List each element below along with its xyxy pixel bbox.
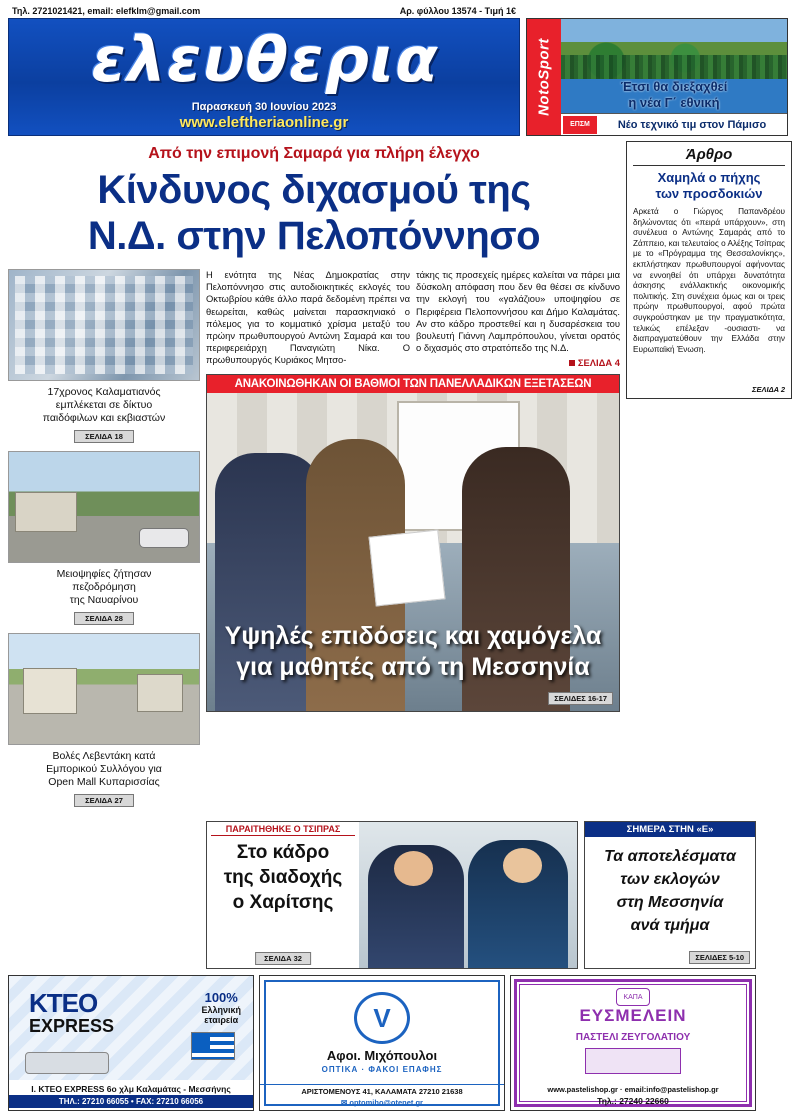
lead-page-ref[interactable]: ΣΕΛΙΔΑ 4 — [577, 357, 620, 369]
side-caption-1: 17χρονος Καλαματιανός εμπλέκεται σε δίκτυο παιδόφιλων και εκβιαστών — [42, 386, 166, 424]
today-headline-line4: ανά τμήμα — [630, 917, 710, 934]
sport-ad-body — [561, 19, 787, 135]
dateline: Παρασκευή 30 Ιουνίου 2023 — [191, 101, 337, 113]
story-kicker: ΠΑΡΑΙΤΗΘΗΚΕ Ο ΤΣΙΠΡΑΣ — [211, 824, 355, 836]
pastry-seal-icon: ΚΑΠΑ — [616, 988, 650, 1006]
side-photo-3 — [8, 633, 200, 745]
optics-name: Αφοι. Μιχόπουλοι — [326, 1048, 438, 1063]
today-headline-line2: των εκλογών — [620, 871, 720, 888]
story-photo — [359, 822, 577, 968]
website-url[interactable]: www.eleftheriaonline.gr — [179, 114, 349, 131]
masthead-row — [8, 18, 792, 136]
optics-email[interactable]: ✉ optomiho@otenet.gr — [341, 1098, 423, 1107]
optics-subtitle: ΟΠΤΙΚΑ · ΦΑΚΟΙ ΕΠΑΦΗΣ — [321, 1065, 443, 1074]
optics-logo-icon: V — [354, 992, 410, 1044]
optics-address: ΑΡΙΣΤΟΜΕΝΟΥΣ 41, ΚΑΛΑΜΑΤΑ 27210 21638 — [260, 1084, 504, 1096]
sport-headline-line2: η νέα Γ΄ εθνική — [628, 95, 720, 110]
lead-kicker: Από την επιμονή Σαμαρά για πλήρη έλεγχο — [148, 145, 480, 162]
side-photo-column — [8, 269, 200, 815]
story-text-side — [207, 822, 359, 968]
kteo-percent-sub: Ελληνική εταιρεία — [201, 1005, 241, 1025]
intro-row — [8, 269, 620, 815]
kteo-percent: 100% Ελληνική εταιρεία — [201, 990, 241, 1025]
side-caption-3: Βολές Λεβεντάκη κατά Εμπορικού Συλλόγου για Open Mall Κυπαρισσίας — [46, 750, 162, 788]
today-in-paper-box[interactable] — [584, 821, 756, 969]
pastry-ad[interactable] — [510, 975, 756, 1111]
lead-text-col-2 — [416, 269, 620, 370]
opinion-label: Άρθρο — [633, 146, 785, 166]
bottom-row — [206, 821, 800, 969]
main-area — [8, 141, 792, 815]
opinion-headline-line1: Χαμηλά ο πήχης — [657, 170, 761, 185]
kteo-express: EXPRESS — [29, 1016, 115, 1036]
today-headline-line1: Τα αποτελέσματα — [604, 848, 736, 865]
lead-text-1: Η ενότητα της Νέας Δημοκρατίας στην Πελοπόννησο στις αυτοδιοικητικές εκλογές του Οκτωβρίου κάθε άλλο παρά δεδομένη πρέπει να θεωρείται, καθώς μαίνεται παρασκηνιακό ο πόλεμος για το κομματικό χρίσμα μεταξύ του πρώην πρωθυπουργού Αντώνη Σαμαρά και του περιφερειάρχη Παναγιώτη Νίκα. Ο πρωθυπουργός Κυριάκος Μητσο- — [206, 269, 410, 366]
right-column — [626, 141, 792, 815]
lead-headline — [8, 165, 620, 265]
opinion-text: Αρκετά ο Γιώργος Παπανδρέου δηλώνοντας ότι «πειρά υπάρχουν», στη συνέλευα ο Αντώνης Σαμαράς από το Ζάππειο, και τελευταίος ο Αλέξης Τσίπρας με το «Πρόγραμμα της Θεσσαλονίκης», εκπλήστηκαν πρωθυπουργοί αφήνοντας να εννοηθεί ότι υπάρχει δυνατότητα άσκησης ενάλλακτικής οικονομικής πολιτικής. Στη συνέχεια όμως και οι τρεις πρώην πρωθυπουργοί, αφού πρώτα συγκρούστηκαν με την πραγματικότητα, τελικώς επέλεξαν -ουσιαστι- να διαπραγματεύθουν την Ελλάδα στην Ευρωπαϊκή Ένωση. — [633, 207, 785, 354]
pastry-subtitle: ΠΑΣΤΕΛΙ ΖΕΥΓΟΛΑΤΙΟΥ — [575, 1032, 691, 1043]
story-headline-line1: Στο κάδρο — [236, 842, 330, 863]
kteo-address: Ι. ΚΤΕΟ EXPRESS 6ο χλμ Καλαμάτας - Μεσσήνης — [31, 1084, 231, 1094]
feature-page-ref[interactable]: ΣΕΛΙΔΕΣ 16-17 — [548, 692, 613, 705]
kteo-ad[interactable] — [8, 975, 254, 1111]
football-photo — [561, 19, 787, 79]
pastry-name: ΕΥΣΜΕΛΕΙΝ — [579, 1006, 687, 1025]
opinion-headline-line2: των προσδοκιών — [655, 186, 763, 201]
today-headline — [590, 845, 750, 937]
greek-flag-icon — [191, 1032, 235, 1060]
today-page-ref[interactable]: ΣΕΛΙΔΕΣ 5-10 — [689, 951, 750, 964]
top-info-strip — [8, 6, 520, 18]
story-page-ref[interactable]: ΣΕΛΙΔΑ 32 — [255, 952, 311, 965]
feature-title-line2: για μαθητές από τη Μεσσηνία — [236, 652, 590, 681]
story-headline — [211, 840, 355, 915]
lead-headline-line2: Ν.Δ. στην Πελοπόννησο — [87, 214, 541, 258]
opinion-article — [626, 141, 792, 399]
top-sport-ad[interactable] — [526, 18, 788, 136]
story-box-tsipras[interactable] — [206, 821, 578, 969]
side-photo-2 — [8, 451, 200, 563]
side-caption-2: Μειοψηφίες ζήτησαν πεζοδρόμηση της Ναυαρίνου — [56, 568, 152, 606]
kteo-name: ΚΤΕΟ — [29, 988, 98, 1018]
bottom-ads-row — [8, 975, 792, 1111]
today-kicker: ΣΗΜΕΡΑ ΣΤΗΝ «Ε» — [585, 822, 755, 837]
side-page-2[interactable]: ΣΕΛΙΔΑ 28 — [74, 612, 134, 625]
story-headline-line2: της διαδοχής — [223, 867, 343, 888]
feature-title-line1: Υψηλές επιδόσεις και χαμόγελα — [224, 621, 602, 650]
issue-info: Αρ. φύλλου 13574 - Τιμή 1€ — [399, 6, 516, 16]
sport-subnote — [561, 113, 787, 135]
left-main-column — [8, 141, 620, 815]
side-photo-1 — [8, 269, 200, 381]
newspaper-logo: ελευθερια — [91, 23, 439, 96]
pastry-illustration — [585, 1048, 681, 1074]
feature-band: ΑΝΑΚΟΙΝΩΘΗΚΑΝ ΟΙ ΒΑΘΜΟΙ ΤΩΝ ΠΑΝΕΛΛΑΔΙΚΩΝ ΕΞΕΤΑΣΕΩΝ — [207, 375, 619, 393]
federation-logo: ΕΠΣΜ — [563, 116, 597, 134]
today-headline-line3: στη Μεσσηνία — [616, 894, 724, 911]
lead-headline-line1: Κίνδυνος διχασμού της — [97, 168, 531, 212]
opinion-page-ref[interactable]: ΣΕΛΙΔΑ 2 — [752, 385, 785, 394]
car-illustration — [25, 1052, 109, 1074]
sport-brand-name: NotoSport — [535, 38, 553, 116]
sport-subnote-text: Νέο τεχνικό τιμ στον Πάμισο — [617, 118, 767, 131]
sport-brand-strip — [527, 19, 561, 135]
lead-text-col-1 — [206, 269, 410, 370]
kteo-telephone: ΤΗΛ.: 27210 66055 • FAX: 27210 66056 — [9, 1095, 253, 1108]
pastry-telephone: Τηλ.: 27240 22660 — [597, 1096, 669, 1106]
pastry-website[interactable]: www.pastelishop.gr · email:info@pastelishop.gr — [547, 1085, 719, 1094]
story-headline-line3: ο Χαρίτσης — [232, 892, 334, 913]
contact-info: Τηλ. 2721021421, email: elefklm@gmail.com — [12, 6, 201, 16]
feature-title — [207, 621, 619, 683]
sport-headline-line1: Έτσι θα διεξαχθεί — [620, 79, 728, 94]
masthead — [8, 18, 520, 136]
lead-text-2: τάκης τις προσεχείς ημέρες καλείται να πάρει μια δύσκολη απόφαση που δεν θα θέσει σε κίνδυνο την εκλογή του «γαλάζιου» υποψηφίου σε Περιφέρεια Πελοποννήσου και Δήμο Καλαμάτας. Αν στο κάδρο προστεθεί και η δυσαρέσκεια του βουλευτή Γιάννη Λαμπρόπουλου, γίνεται ορατός ο διχασμός στο στρατόπεδο της Ν.Δ. — [416, 269, 620, 354]
side-page-3[interactable]: ΣΕΛΙΔΑ 27 — [74, 794, 134, 807]
side-page-1[interactable]: ΣΕΛΙΔΑ 18 — [74, 430, 134, 443]
feature-story[interactable] — [206, 374, 620, 712]
feature-photo — [207, 393, 619, 711]
bullet-icon — [569, 360, 575, 366]
optics-ad[interactable] — [259, 975, 505, 1111]
opinion-headline — [633, 170, 785, 202]
